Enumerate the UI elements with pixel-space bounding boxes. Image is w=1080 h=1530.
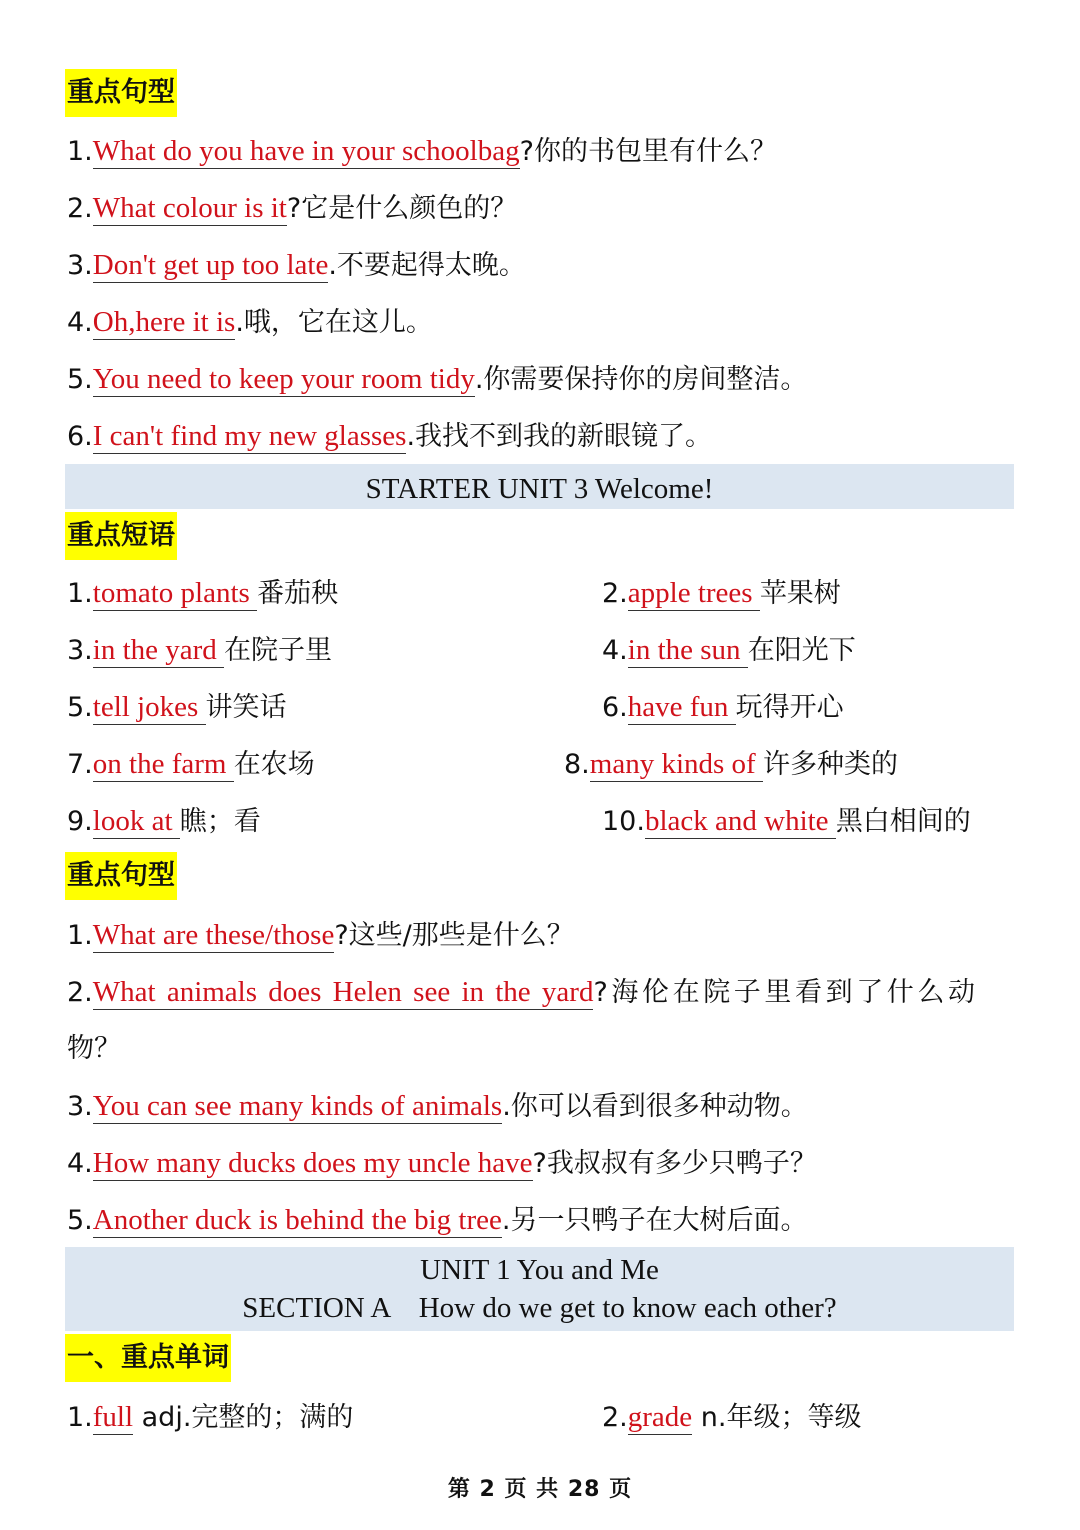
- translation-text: 番茄秧: [257, 578, 339, 609]
- answer-text: full: [92, 1401, 134, 1433]
- sentence-row: [67, 247, 526, 284]
- phrase-item: [602, 632, 856, 669]
- answer-text: many kinds of: [589, 748, 763, 780]
- item-number: 4.: [602, 635, 628, 666]
- item-number: 9.: [67, 806, 93, 837]
- sentence-row: [67, 361, 807, 398]
- item-number: 10.: [602, 806, 645, 837]
- unit-title: UNIT 1 You and Me: [420, 1254, 659, 1286]
- section-heading-key-phrases: 重点短语: [65, 512, 177, 560]
- answer-text: You can see many kinds of animals: [92, 1090, 503, 1122]
- translation-text: ?这些/那些是什么？: [334, 920, 574, 951]
- phrase-item: [67, 575, 338, 612]
- section-heading-key-sentences: 重点句型: [65, 852, 177, 900]
- answer-text: I can't find my new glasses: [92, 420, 407, 452]
- section-title: SECTION A How do we get to know each other?: [242, 1292, 837, 1324]
- answer-text: in the yard: [92, 634, 225, 666]
- sentence-row: [67, 304, 433, 341]
- phrase-item: [67, 689, 287, 726]
- item-number: 6.: [602, 692, 628, 723]
- sentence-continuation: [67, 1031, 121, 1067]
- answer-text: in the sun: [627, 634, 748, 666]
- sentence-row: [67, 974, 979, 1011]
- answer-text: What do you have in your schoolbag: [92, 135, 520, 167]
- translation-text: .另一只鸭子在大树后面。: [501, 1205, 808, 1236]
- answer-text: tell jokes: [92, 691, 206, 723]
- sentence-row: [67, 1202, 807, 1239]
- translation-text: 瞧；看: [179, 806, 261, 837]
- answer-text: have fun: [627, 691, 736, 723]
- answer-text: black and white: [644, 805, 836, 837]
- item-number: 3.: [67, 635, 93, 666]
- answer-text: apple trees: [627, 577, 760, 609]
- translation-text: ?海伦在院子里看到了什么动: [593, 977, 979, 1008]
- sentence-row: [67, 1145, 817, 1182]
- translation-text: 苹果树: [759, 578, 841, 609]
- sentence-row: [67, 1088, 808, 1125]
- item-number: 3.: [67, 1091, 93, 1122]
- translation-text: 在院子里: [224, 635, 333, 666]
- item-number: 6.: [67, 421, 93, 452]
- translation-text: ?我叔叔有多少只鸭子？: [532, 1148, 817, 1179]
- answer-text: tomato plants: [92, 577, 258, 609]
- item-number: 8.: [564, 749, 590, 780]
- item-number: 2.: [602, 1402, 628, 1433]
- phrase-item: [564, 746, 898, 783]
- answer-text: What are these/those: [92, 919, 335, 951]
- sentence-row: [67, 133, 777, 170]
- item-number: 1.: [67, 1402, 93, 1433]
- sentence-row: [67, 190, 517, 227]
- page-number-footer: 第 2 页 共 28 页: [447, 1477, 633, 1502]
- translation-text: ?你的书包里有什么？: [519, 136, 777, 167]
- translation-text: 讲笑话: [205, 692, 287, 723]
- translation-text: .你需要保持你的房间整洁。: [474, 364, 808, 395]
- translation-text: .哦，它在这儿。: [235, 307, 433, 338]
- answer-text: Another duck is behind the big tree: [92, 1204, 502, 1236]
- phrase-item: [67, 803, 261, 840]
- item-number: 2.: [602, 578, 628, 609]
- sentence-row: [67, 917, 574, 954]
- item-number: 1.: [67, 920, 93, 951]
- answer-text: on the farm: [92, 748, 234, 780]
- answer-text: grade: [627, 1401, 693, 1433]
- unit-banner: [65, 1247, 1014, 1331]
- translation-text: 黑白相间的: [835, 806, 971, 837]
- translation-text: 在阳光下: [747, 635, 856, 666]
- item-number: 5.: [67, 364, 93, 395]
- phrase-item: [602, 803, 971, 840]
- answer-text: Don't get up too late: [92, 249, 329, 281]
- phrase-item: [67, 746, 315, 783]
- translation-text: .我找不到我的新眼镜了。: [406, 421, 713, 452]
- answer-text: Oh,here it is: [92, 306, 236, 338]
- item-number: 4.: [67, 307, 93, 338]
- item-number: 2.: [67, 977, 93, 1008]
- translation-text: .不要起得太晚。: [328, 250, 526, 281]
- item-number: 5.: [67, 692, 93, 723]
- translation-text: n.年级；等级: [692, 1402, 862, 1433]
- phrase-item: [602, 575, 841, 612]
- translation-text: .你可以看到很多种动物。: [502, 1091, 808, 1122]
- translation-text: 玩得开心: [735, 692, 844, 723]
- phrase-item: [602, 689, 844, 726]
- item-number: 1.: [67, 578, 93, 609]
- translation-text: adj.完整的；满的: [133, 1402, 354, 1433]
- word-item: [67, 1399, 353, 1436]
- translation-text: 在农场: [233, 749, 315, 780]
- answer-text: How many ducks does my uncle have: [92, 1147, 533, 1179]
- item-number: 2.: [67, 193, 93, 224]
- item-number: 7.: [67, 749, 93, 780]
- answer-text: look at: [92, 805, 180, 837]
- item-number: 3.: [67, 250, 93, 281]
- phrase-item: [67, 632, 332, 669]
- translation-text: 许多种类的: [762, 749, 898, 780]
- unit-banner: STARTER UNIT 3 Welcome!: [65, 464, 1014, 509]
- sentence-row: [67, 418, 712, 455]
- word-item: [602, 1399, 861, 1436]
- translation-text: ?它是什么颜色的？: [286, 193, 518, 224]
- item-number: 5.: [67, 1205, 93, 1236]
- translation-text: 物？: [67, 1033, 121, 1064]
- section-heading-key-words: 一、重点单词: [65, 1334, 231, 1382]
- answer-text: You need to keep your room tidy: [92, 363, 475, 395]
- section-heading-key-sentences: 重点句型: [65, 69, 177, 117]
- answer-text: What animals does Helen see in the yard: [92, 976, 594, 1008]
- item-number: 4.: [67, 1148, 93, 1179]
- answer-text: What colour is it: [92, 192, 287, 224]
- item-number: 1.: [67, 136, 93, 167]
